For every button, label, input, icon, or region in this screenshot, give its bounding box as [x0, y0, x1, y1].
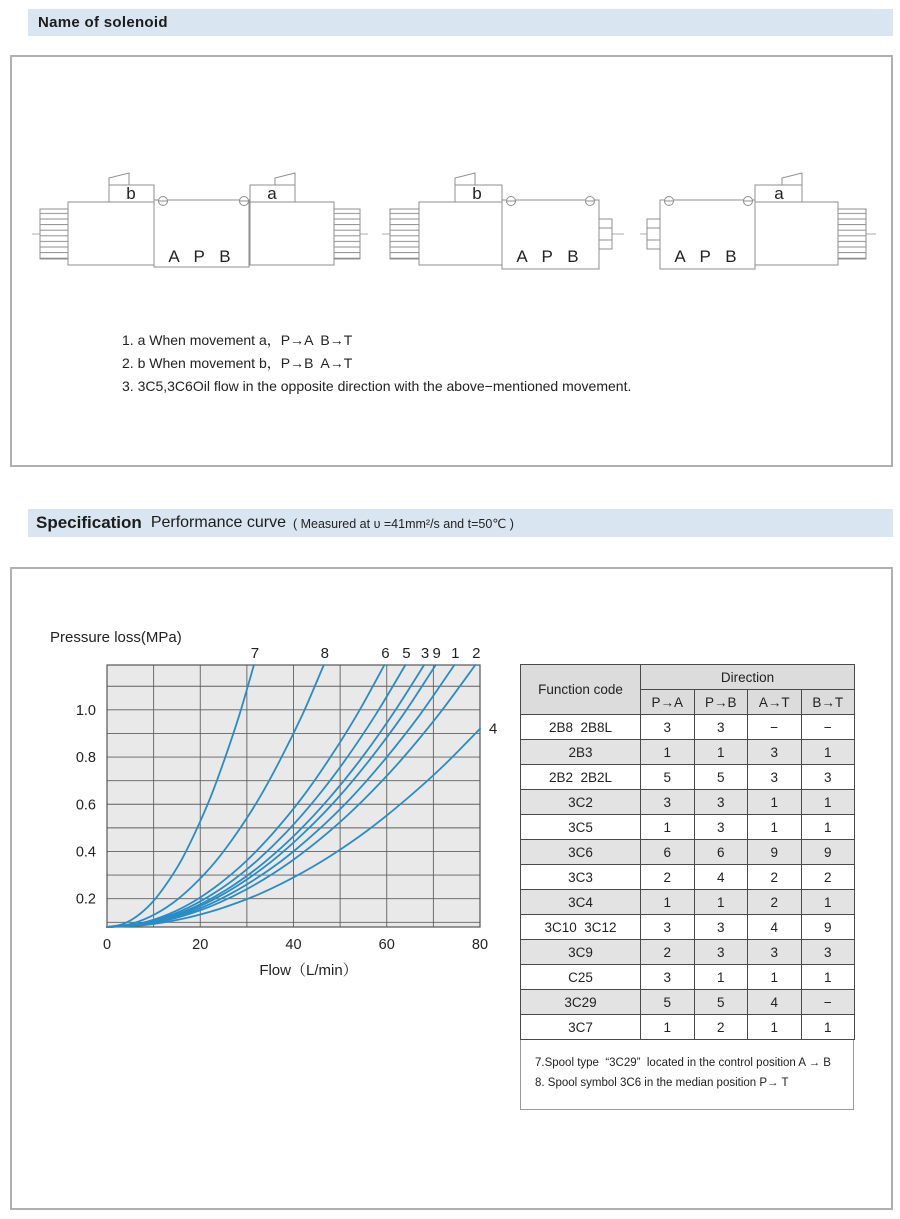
y-tick-label: 0.6 [75, 797, 96, 814]
direction-value-cell: 6 [694, 840, 748, 865]
direction-value-cell: 3 [801, 940, 855, 965]
direction-value-cell: 3 [801, 765, 855, 790]
coil-rib-end [838, 209, 866, 259]
section-header-name-of-solenoid [28, 9, 893, 36]
table-row [521, 990, 855, 1015]
solenoid-coil-right [250, 202, 334, 265]
curve-label-1: 1 [451, 645, 460, 662]
direction-value-cell: 1 [641, 1015, 695, 1040]
function-code-cell: 3C10 3C12 [521, 915, 641, 940]
direction-value-cell: 1 [801, 890, 855, 915]
direction-value-cell: 5 [694, 990, 748, 1015]
function-code-cell: 2B2 2B2L [521, 765, 641, 790]
curve-label-7: 7 [250, 645, 260, 662]
direction-value-cell: 2 [641, 865, 695, 890]
direction-value-cell: 5 [641, 765, 695, 790]
ports-label: A P B [516, 247, 584, 266]
direction-value-cell: 2 [801, 865, 855, 890]
label-a: a [267, 184, 277, 203]
curve-label-6: 6 [381, 645, 390, 662]
direction-value-cell: 3 [694, 940, 748, 965]
direction-value-cell: 1 [694, 740, 748, 765]
table-header-row-1 [521, 665, 855, 690]
direction-value-cell: 1 [801, 740, 855, 765]
table-row [521, 890, 855, 915]
y-tick-label: 0.8 [75, 750, 96, 767]
section2-title-note: ( Measured at υ =41mm²/s and t=50℃ ) [292, 516, 514, 531]
direction-value-cell: 9 [801, 915, 855, 940]
direction-table [520, 664, 855, 1040]
solenoid-diagram-panel [10, 55, 893, 467]
direction-value-cell: 3 [748, 765, 802, 790]
curve-label-2: 2 [472, 645, 481, 662]
valve-double-solenoid [32, 173, 368, 267]
direction-value-cell: 1 [748, 815, 802, 840]
coil-rib-end-left [40, 209, 68, 259]
direction-value-cell: 5 [641, 990, 695, 1015]
direction-value-cell: 1 [694, 965, 748, 990]
function-code-cell: 3C7 [521, 1015, 641, 1040]
function-code-cell: 3C5 [521, 815, 641, 840]
direction-value-cell: 1 [801, 790, 855, 815]
x-tick-label: 20 [192, 937, 209, 953]
movement-notes [122, 329, 631, 398]
note-line-1: 1. a When movement a，P→A B→T [122, 332, 353, 348]
table-row [521, 915, 855, 940]
direction-value-cell: 1 [641, 740, 695, 765]
ports-label: A P B [168, 247, 236, 266]
section2-title-regular: Performance curve [150, 514, 286, 531]
chart-title: Pressure loss(MPa) [50, 629, 182, 646]
direction-value-cell: 1 [694, 890, 748, 915]
direction-value-cell: 6 [641, 840, 695, 865]
table-row [521, 790, 855, 815]
function-code-cell: 2B3 [521, 740, 641, 765]
function-code-cell: 3C2 [521, 790, 641, 815]
section-header-specification [28, 509, 893, 537]
direction-value-cell: 5 [694, 765, 748, 790]
valve-right-solenoid [640, 173, 876, 269]
function-code-cell: 2B8 2B8L [521, 715, 641, 740]
label-a: a [774, 184, 784, 203]
section1-title: Name of solenoid [38, 14, 168, 31]
direction-value-cell: 2 [641, 940, 695, 965]
section2-title-bold: Specification [36, 513, 142, 532]
label-b: b [472, 184, 482, 203]
function-code-cell: 3C29 [521, 990, 641, 1015]
curve-label-9: 9 [432, 645, 441, 662]
curve-label-3: 3 [420, 645, 430, 662]
function-code-cell: 3C4 [521, 890, 641, 915]
col-header-at: A→T [748, 690, 802, 715]
table-row [521, 765, 855, 790]
valve-diagrams [12, 162, 891, 307]
curve-label-5: 5 [402, 645, 411, 662]
x-tick-label: 0 [102, 937, 112, 953]
note-line-3: 3. 3C5,3C6Oil flow in the opposite direction with the above−mentioned movement. [122, 378, 632, 394]
table-row [521, 715, 855, 740]
table-row [521, 1015, 855, 1040]
note-line-2: 2. b When movement b，P→B A→T [122, 355, 353, 371]
direction-value-cell: 3 [694, 915, 748, 940]
direction-value-cell: 1 [801, 815, 855, 840]
direction-value-cell: 3 [641, 790, 695, 815]
performance-panel [10, 567, 893, 1210]
x-tick-label: 80 [471, 937, 489, 953]
direction-value-cell: 9 [748, 840, 802, 865]
direction-value-cell: 4 [748, 915, 802, 940]
direction-value-cell: 3 [748, 740, 802, 765]
direction-value-cell: 2 [694, 1015, 748, 1040]
function-code-header: Function code [521, 665, 641, 715]
y-tick-label: 1.0 [75, 702, 96, 719]
solenoid-coil [419, 202, 502, 265]
x-axis-title: Flow（L/min） [259, 962, 358, 979]
table-row [521, 965, 855, 990]
col-header-pb: P→B [694, 690, 748, 715]
table-row [521, 840, 855, 865]
function-code-cell: C25 [521, 965, 641, 990]
y-tick-label: 0.2 [75, 891, 96, 908]
pressure-loss-chart [42, 615, 512, 995]
direction-value-cell: 1 [748, 1015, 802, 1040]
connector-flag-a [782, 173, 802, 185]
footnote-line-1: 7.Spool type “3C29” located in the control position A → B [535, 1057, 831, 1069]
direction-value-cell: 1 [641, 815, 695, 840]
direction-value-cell: 1 [748, 965, 802, 990]
end-plug [599, 219, 612, 249]
direction-value-cell: − [748, 715, 802, 740]
table-row [521, 865, 855, 890]
function-code-cell: 3C3 [521, 865, 641, 890]
x-tick-label: 40 [285, 937, 302, 953]
direction-value-cell: 2 [748, 890, 802, 915]
solenoid-coil-left [68, 202, 154, 265]
direction-value-cell: 1 [748, 790, 802, 815]
label-b: b [126, 184, 136, 203]
direction-value-cell: 9 [801, 840, 855, 865]
connector-flag-a [275, 173, 295, 185]
direction-value-cell: 4 [748, 990, 802, 1015]
direction-header: Direction [641, 665, 855, 690]
direction-value-cell: 1 [801, 965, 855, 990]
table-row [521, 815, 855, 840]
solenoid-coil [755, 202, 838, 265]
direction-value-cell: 1 [801, 1015, 855, 1040]
function-code-cell: 3C9 [521, 940, 641, 965]
direction-table-body [521, 715, 855, 1040]
col-header-pa: P→A [641, 690, 695, 715]
direction-value-cell: − [801, 715, 855, 740]
x-tick-label: 60 [378, 937, 395, 953]
table-row [521, 740, 855, 765]
function-code-cell: 3C6 [521, 840, 641, 865]
table-row [521, 940, 855, 965]
coil-rib-end [390, 209, 419, 259]
curve-label-4: 4 [489, 720, 498, 738]
y-tick-label: 0.4 [75, 844, 96, 861]
direction-value-cell: 4 [694, 865, 748, 890]
coil-rib-end-right [334, 209, 360, 259]
table-footnotes [520, 1040, 854, 1110]
direction-value-cell: − [801, 990, 855, 1015]
curve-label-8: 8 [320, 645, 329, 662]
direction-value-cell: 3 [694, 815, 748, 840]
footnote-line-2: 8. Spool symbol 3C6 in the median position P→ T [535, 1077, 789, 1089]
direction-table-container [520, 664, 854, 1110]
direction-value-cell: 1 [641, 890, 695, 915]
col-header-bt: B→T [801, 690, 855, 715]
direction-value-cell: 3 [641, 915, 695, 940]
direction-value-cell: 3 [694, 715, 748, 740]
direction-value-cell: 3 [641, 965, 695, 990]
direction-value-cell: 2 [748, 865, 802, 890]
direction-value-cell: 3 [641, 715, 695, 740]
valve-left-solenoid [382, 173, 624, 269]
direction-value-cell: 3 [748, 940, 802, 965]
ports-label: A P B [674, 247, 742, 266]
direction-value-cell: 3 [694, 790, 748, 815]
end-plug [647, 219, 660, 249]
